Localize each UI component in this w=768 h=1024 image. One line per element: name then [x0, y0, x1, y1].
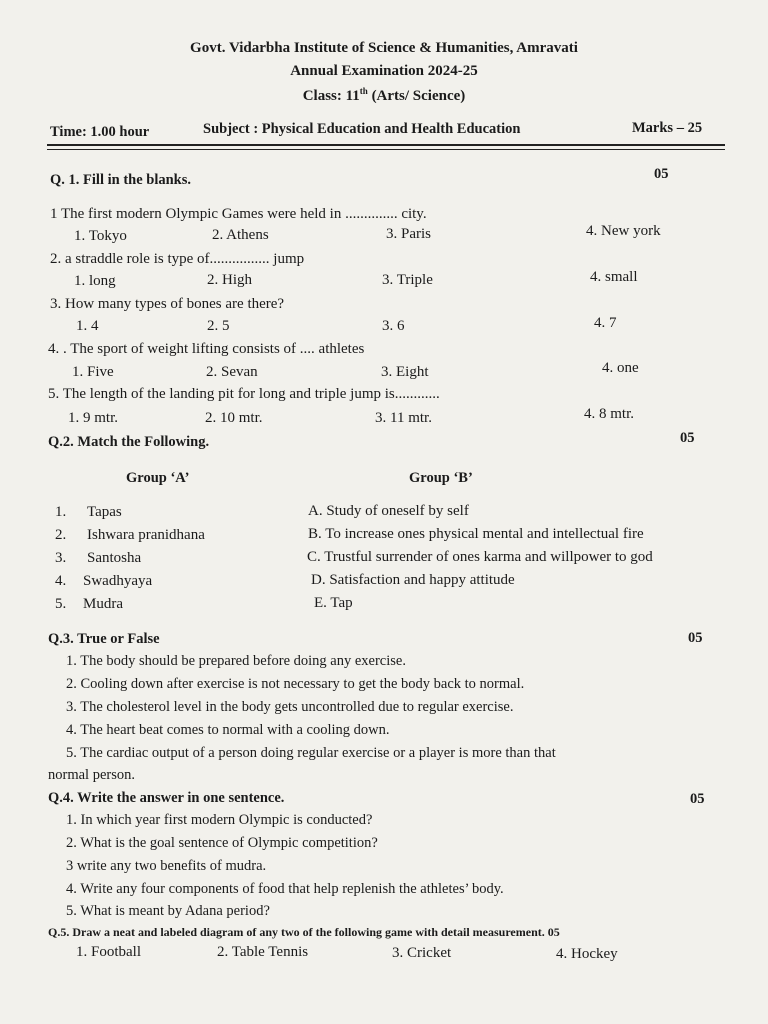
group-a-item-4: Swadhyaya — [83, 573, 153, 589]
q1-item-5-option-1: 1. 9 mtr. — [68, 410, 119, 426]
q5-option-4: 4. Hockey — [556, 946, 618, 962]
q1-item-1-option-1: 1. Tokyo — [74, 228, 127, 244]
q1-item-5-option-4: 4. 8 mtr. — [584, 406, 635, 422]
q5-option-2: 2. Table Tennis — [217, 944, 309, 960]
q2-marks: 05 — [680, 430, 695, 446]
group-b-item-e: E. Tap — [314, 595, 353, 611]
q1-item-2-option-4: 4. small — [590, 269, 638, 285]
q1-item-3-option-4: 4. 7 — [594, 315, 617, 331]
q5-option-3: 3. Cricket — [392, 945, 452, 961]
q4-item-3: 3 write any two benefits of mudra. — [66, 858, 267, 874]
header-divider-2 — [47, 149, 725, 150]
q1-item-2-option-2: 2. High — [207, 272, 252, 288]
q3-item-5-continued: normal person. — [48, 767, 135, 783]
q4-title: Q.4. Write the answer in one sentence. — [48, 790, 285, 806]
group-a-number-5: 5. — [55, 596, 67, 612]
q1-item-4-option-4: 4. one — [602, 360, 639, 376]
class-line: Class: 11th (Arts/ Science) — [302, 86, 466, 104]
q3-item-5: 5. The cardiac output of a person doing regular exercise or a player is more than that — [66, 745, 556, 761]
q1-item-3: 3. How many types of bones are there? — [50, 296, 285, 312]
q1-item-4-option-3: 3. Eight — [381, 364, 429, 380]
group-a-item-1: Tapas — [87, 504, 122, 520]
institute-name: Govt. Vidarbha Institute of Science & Humanities, Amravati — [190, 40, 578, 56]
group-a-heading: Group ‘A’ — [126, 470, 190, 486]
group-a-number-1: 1. — [55, 504, 67, 520]
q1-item-1: 1 The first modern Olympic Games were held in .............. city. — [50, 206, 427, 222]
time-label: Time: 1.00 hour — [50, 124, 150, 140]
q5-option-1: 1. Football — [76, 944, 142, 960]
q4-marks: 05 — [690, 791, 705, 807]
group-b-item-b: B. To increase ones physical mental and intellectual fire — [308, 526, 644, 542]
group-b-item-a: A. Study of oneself by self — [308, 503, 469, 519]
q1-item-3-option-3: 3. 6 — [382, 318, 405, 334]
q1-item-5-option-2: 2. 10 mtr. — [205, 410, 263, 426]
q1-item-4-option-1: 1. Five — [72, 364, 114, 380]
group-a-number-4: 4. — [55, 573, 67, 589]
q1-item-2-option-3: 3. Triple — [382, 272, 433, 288]
q5-title: Q.5. Draw a neat and labeled diagram of any two of the following game with detail measurement. 05 — [48, 925, 560, 939]
q1-title: Q. 1. Fill in the blanks. — [50, 172, 192, 188]
q1-item-2-option-1: 1. long — [74, 273, 116, 289]
group-a-number-2: 2. — [55, 527, 67, 543]
q1-item-5-option-3: 3. 11 mtr. — [375, 410, 432, 426]
group-b-item-c: C. Trustful surrender of ones karma and willpower to god — [307, 549, 653, 565]
exam-title: Annual Examination 2024-25 — [290, 63, 478, 79]
q3-item-3: 3. The cholesterol level in the body gets uncontrolled due to regular exercise. — [66, 699, 514, 715]
group-a-number-3: 3. — [55, 550, 67, 566]
q4-item-2: 2. What is the goal sentence of Olympic competition? — [66, 835, 378, 851]
q1-item-2: 2. a straddle role is type of................ jump — [50, 251, 305, 267]
group-a-item-5: Mudra — [83, 596, 123, 612]
q3-item-1: 1. The body should be prepared before doing any exercise. — [66, 653, 406, 669]
q2-title: Q.2. Match the Following. — [48, 434, 210, 450]
group-b-item-d: D. Satisfaction and happy attitude — [311, 572, 515, 588]
q1-item-3-option-1: 1. 4 — [76, 318, 99, 334]
group-a-item-2: Ishwara pranidhana — [87, 527, 205, 543]
header-divider — [47, 144, 725, 146]
q3-title: Q.3. True or False — [48, 631, 160, 647]
q3-item-2: 2. Cooling down after exercise is not necessary to get the body back to normal. — [66, 676, 525, 692]
q4-item-5: 5. What is meant by Adana period? — [66, 903, 270, 919]
q1-item-4: 4. . The sport of weight lifting consists of .... athletes — [48, 341, 365, 357]
q1-item-1-option-3: 3. Paris — [386, 226, 431, 242]
q1-item-3-option-2: 2. 5 — [207, 318, 230, 334]
q3-marks: 05 — [688, 630, 703, 646]
marks-label: Marks – 25 — [632, 120, 703, 136]
q1-item-1-option-4: 4. New york — [586, 223, 661, 239]
q4-item-4: 4. Write any four components of food that help replenish the athletes’ body. — [66, 881, 504, 897]
q1-item-5: 5. The length of the landing pit for long and triple jump is............ — [48, 386, 440, 402]
q4-item-1: 1. In which year first modern Olympic is conducted? — [66, 812, 373, 828]
q1-marks: 05 — [654, 166, 669, 182]
q1-item-1-option-2: 2. Athens — [212, 227, 269, 243]
group-a-item-3: Santosha — [87, 550, 142, 566]
group-b-heading: Group ‘B’ — [409, 470, 473, 486]
q3-item-4: 4. The heart beat comes to normal with a cooling down. — [66, 722, 390, 738]
q1-item-4-option-2: 2. Sevan — [206, 364, 258, 380]
subject-label: Subject : Physical Education and Health Education — [203, 121, 521, 137]
